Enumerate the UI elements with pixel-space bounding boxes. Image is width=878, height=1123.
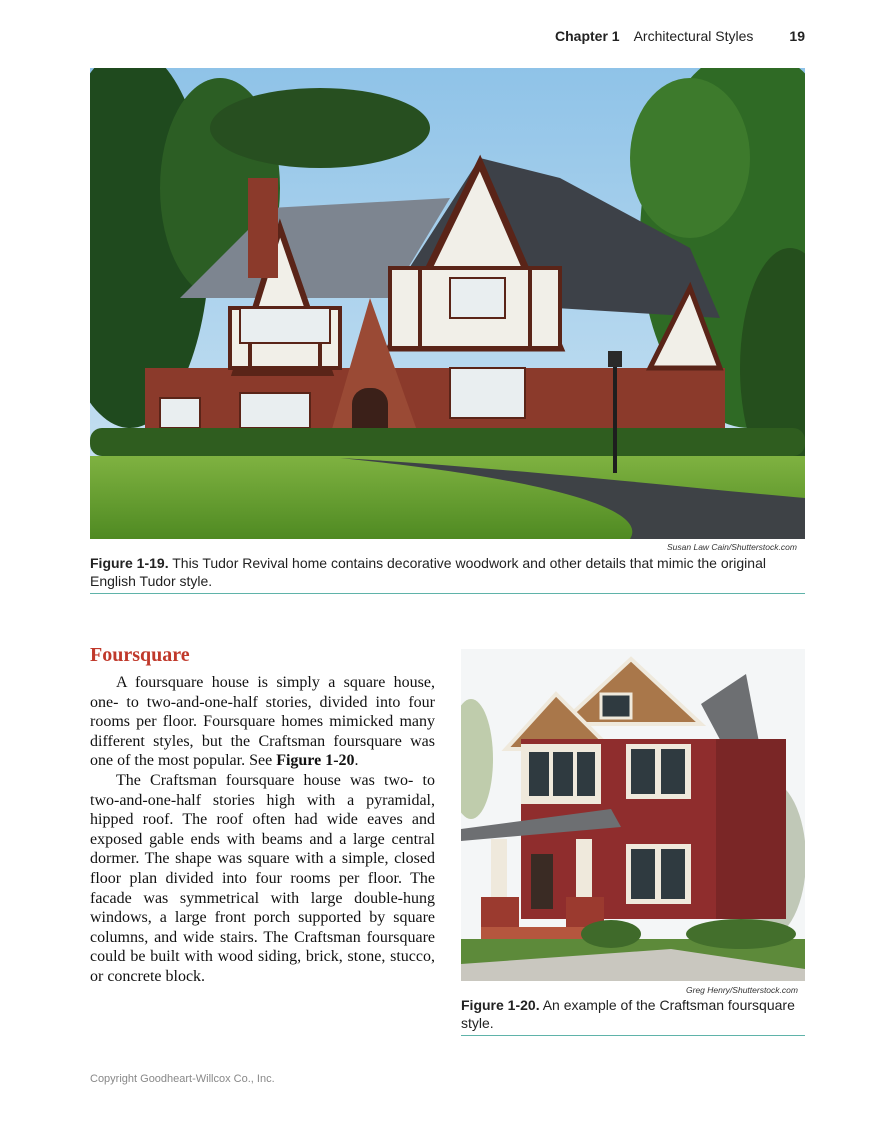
running-head <box>555 28 805 44</box>
figure-1-20-caption-text: An example of the Craftsman foursquare style. <box>461 997 795 1031</box>
chapter-label: Chapter 1 <box>555 28 620 44</box>
figure-1-20-credit: Greg Henry/Shutterstock.com <box>686 985 798 995</box>
paragraph-1-end: . <box>354 752 359 770</box>
figure-1-20-label: Figure 1-20. <box>461 997 540 1013</box>
figure-1-20-photo <box>461 649 805 981</box>
figure-reference: Figure 1-20 <box>276 752 355 770</box>
copyright-footer: Copyright Goodheart-Willcox Co., Inc. <box>90 1073 275 1085</box>
tudor-house-illustration <box>90 68 805 539</box>
figure-1-19-rule <box>90 593 805 594</box>
figure-1-19-caption-text: This Tudor Revival home contains decorative woodwork and other details that mimic the original English Tudor style. <box>90 555 766 589</box>
craftsman-house-illustration <box>461 649 805 981</box>
page-number: 19 <box>789 28 805 44</box>
paragraph-1-text: A foursquare house is simply a square house, one- to two-and-one-half stories, divided into four rooms per floor. Foursquare homes mimicked many different styles, but the Craftsman foursquare was one of the most popular. See <box>90 674 435 770</box>
section-body <box>90 673 435 987</box>
figure-1-19-caption <box>90 554 805 590</box>
figure-1-20-rule <box>461 1035 805 1036</box>
paragraph-1 <box>90 673 435 771</box>
paragraph-2: The Craftsman foursquare house was two- to two-and-one-half stories high with a pyramidal, hipped roof. The roof often had wide eaves and exposed gable ends with beams and a large central dormer. The shape was square with a simple, closed floor plan divided into four rooms per floor. The facade was symmetrical with large double-hung windows, a large front porch supported by square columns, and wide stairs. The Craftsman foursquare could be built with wood siding, brick, stone, stucco, or concrete block. <box>90 771 435 985</box>
figure-1-19-photo <box>90 68 805 539</box>
chapter-title: Architectural Styles <box>633 28 754 44</box>
section-heading: Foursquare <box>90 644 190 666</box>
figure-1-19-label: Figure 1-19. <box>90 555 169 571</box>
figure-1-19-credit: Susan Law Cain/Shutterstock.com <box>667 542 797 552</box>
figure-1-20-caption <box>461 996 805 1032</box>
